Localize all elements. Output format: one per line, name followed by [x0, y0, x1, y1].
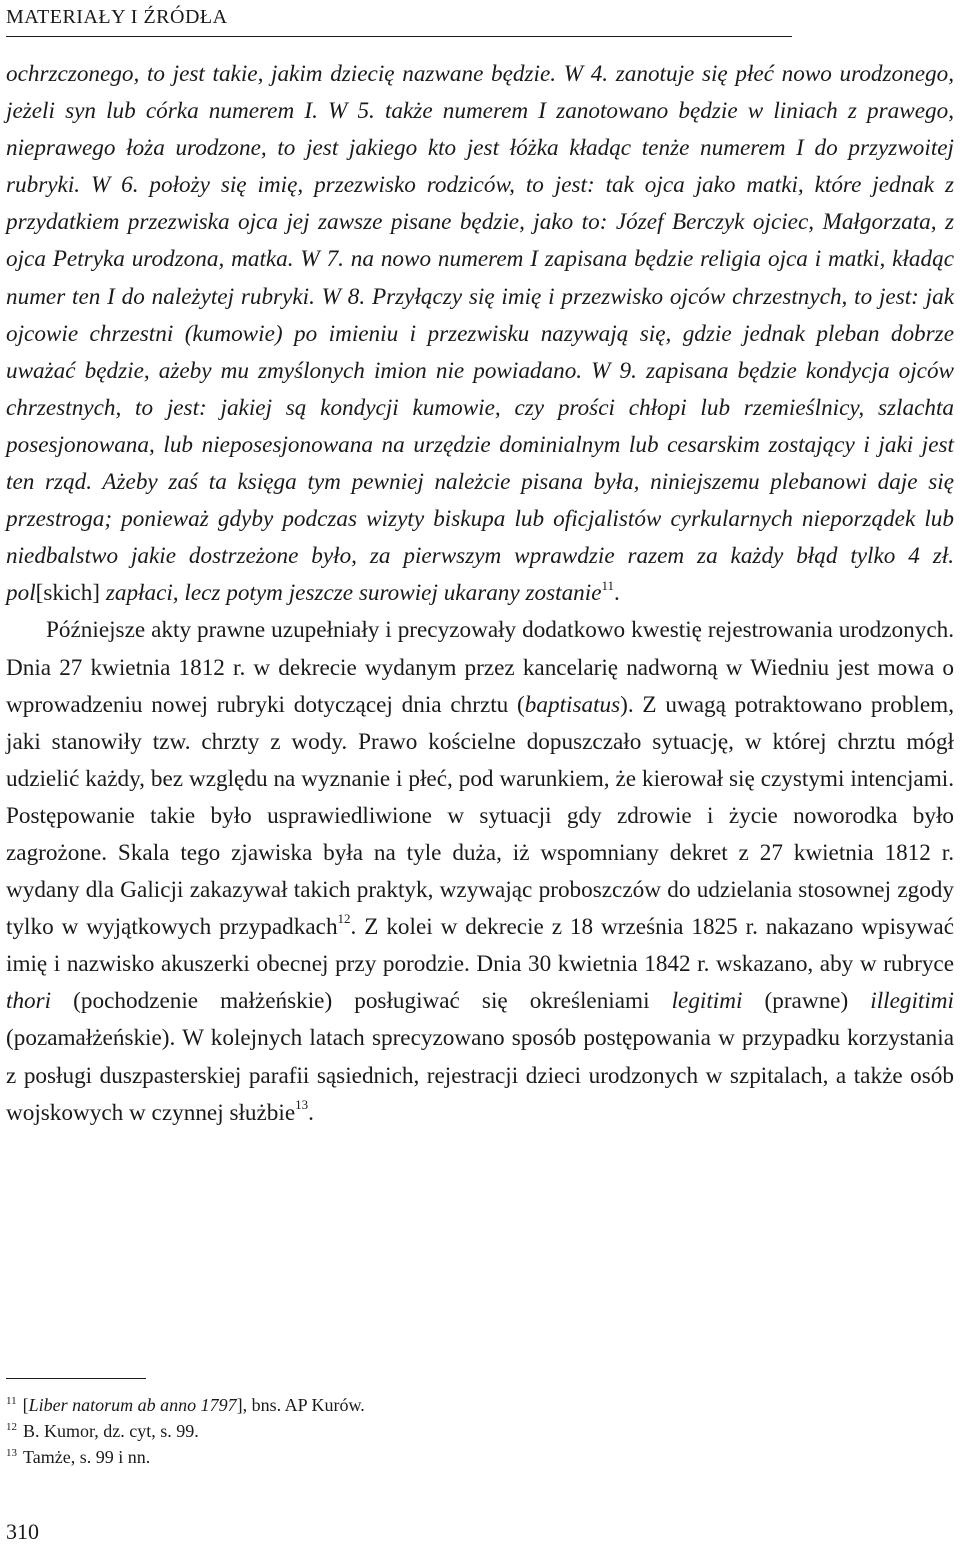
footnote-separator: [6, 1378, 146, 1379]
footnote-11: [6, 1392, 954, 1418]
footnote-text: B. Kumor, dz. cyt, s. 99.: [23, 1421, 199, 1441]
quote-text-2: zapłaci, lecz potym jeszcze surowiej ukarany zostanie: [100, 580, 602, 607]
paragraph-text-1: Późniejsze akty prawne uzupełniały i precyzowały dodatkowo kwestię rejestrowania urodzonych. Dnia 27 kwietnia 1812 r. w dekrecie wydanym przez kancelarię nadworną w Wiedniu jest mowa o wprowadzeniu nowej rubryki dotyczącej dnia chrztu (: [6, 617, 954, 718]
footnote-number: 13: [6, 1447, 17, 1459]
footnote-italic-title: Liber natorum ab anno 1797: [28, 1395, 237, 1415]
footnote-ref-13[interactable]: 13: [295, 1096, 309, 1112]
term-baptisatus: baptisatus: [524, 691, 621, 718]
footnote-ref-11[interactable]: 11: [601, 577, 615, 593]
footnote-number: 12: [6, 1421, 17, 1433]
footnote-12: [6, 1418, 954, 1444]
footnote-text: [: [22, 1395, 29, 1415]
quote-end: .: [614, 580, 620, 607]
main-text: [6, 56, 954, 1132]
footnote-text: Tamże, s. 99 i nn.: [23, 1447, 151, 1467]
page-number: 310: [6, 1519, 39, 1544]
paragraph-text-5: (prawne): [742, 988, 871, 1015]
running-header: MATERIAŁY I ŹRÓDŁA: [6, 6, 228, 28]
quoted-passage: [6, 56, 954, 612]
footnote-13: [6, 1444, 954, 1470]
footnote-text: ], bns. AP Kurów.: [236, 1395, 365, 1415]
quote-editorial-bracket: [skich]: [35, 580, 101, 607]
term-legitimi: legitimi: [671, 988, 743, 1015]
footnote-ref-12[interactable]: 12: [337, 911, 351, 927]
paragraph-text-4: (pochodzenie małżeńskie) posługiwać się określeniami: [51, 988, 672, 1015]
paragraph-text-3: . Z kolei w dekrecie z 18 września 1825 r. nakazano wpisywać imię i nazwisko akuszerki obecnej przy porodzie. Dnia 30 kwietnia 1842 r. wskazano, aby w rubryce: [6, 914, 954, 978]
term-illegitimi: illegitimi: [870, 988, 954, 1015]
header-rule: [6, 36, 792, 37]
footnote-number: 11: [6, 1395, 17, 1407]
term-thori: thori: [6, 988, 52, 1015]
body-paragraph: [6, 612, 954, 1131]
paragraph-text-6: (pozamałżeńskie). W kolejnych latach sprecyzowano sposób postępowania w przypadku korzystania z posługi duszpasterskiej parafii sąsiednich, rejestracji dzieci urodzonych w szpitalach, a także osób wojskowych w czynnej służbie: [6, 1025, 954, 1126]
footnotes: [6, 1392, 954, 1470]
paragraph-text-2: ). Z uwagą potraktowano problem, jaki stanowiły tzw. chrzty z wody. Prawo kościelne dopuszczało sytuację, w której chrztu mógł udzielić każdy, bez względu na wyznanie i płeć, pod warunkiem, że kierował się czystymi intencjami. Postępowanie takie było usprawiedliwione w sytuacji gdy zdrowie i życie noworodka było zagrożone. Skala tego zjawiska była na tyle duża, iż wspomniany dekret z 27 kwietnia 1812 r. wydany dla Galicji zakazywał takich praktyk, wzywając proboszczów do udzielania stosownej zgody tylko w wyjątkowych przypadkach: [6, 691, 954, 941]
paragraph-text-7: .: [308, 1099, 314, 1126]
quote-text-1: ochrzczonego, to jest takie, jakim dziecię nazwane będzie. W 4. zanotuje się płeć nowo urodzonego, jeżeli syn lub córka numerem I. W 5. także numerem I zanotowano będzie w liniach z prawego, nieprawego łoża urodzone, to jest jakiego kto jest łóżka kładąc tenże numerem I do przyzwoitej rubryki. W 6. położy się imię, przezwisko rodziców, to jest: tak ojca jako matki, które jednak z przydatkiem przezwiska ojca jej zawsze pisane będzie, jako to: Józef Berczyk ojciec, Małgorzata, z ojca Petryka urodzona, matka. W 7. na nowo numerem I zapisana będzie religia ojca i matki, kładąc numer ten I do należytej rubryki. W 8. Przyłączy się imię i przezwisko ojców chrzestnych, to jest: jak ojcowie chrzestni (kumowie) po imieniu i przezwisku nazywają się, gdzie jednak pleban dobrze uważać będzie, ażeby mu zmyślonych imion nie powiadano. W 9. zapisana będzie kondycja ojców chrzestnych, to jest: jakiej są kondycji kumowie, czy prości chłopi lub rzemieślnicy, szlachta posesjonowana, lub nieposesjonowana na urzędzie dominialnym lub cesarskim zostający i jaki jest ten rząd. Ażeby zaś ta księga tym pewniej należcie pisana była, niniejszemu plebanowi daje się przestroga; ponieważ gdyby podczas wizyty biskupa lub oficjalistów cyrkularnych nieporządek lub niedbalstwo jakie dostrzeżone było, za pierwszym wprawdzie razem za każdy błąd tylko 4 zł. pol: [6, 61, 954, 607]
